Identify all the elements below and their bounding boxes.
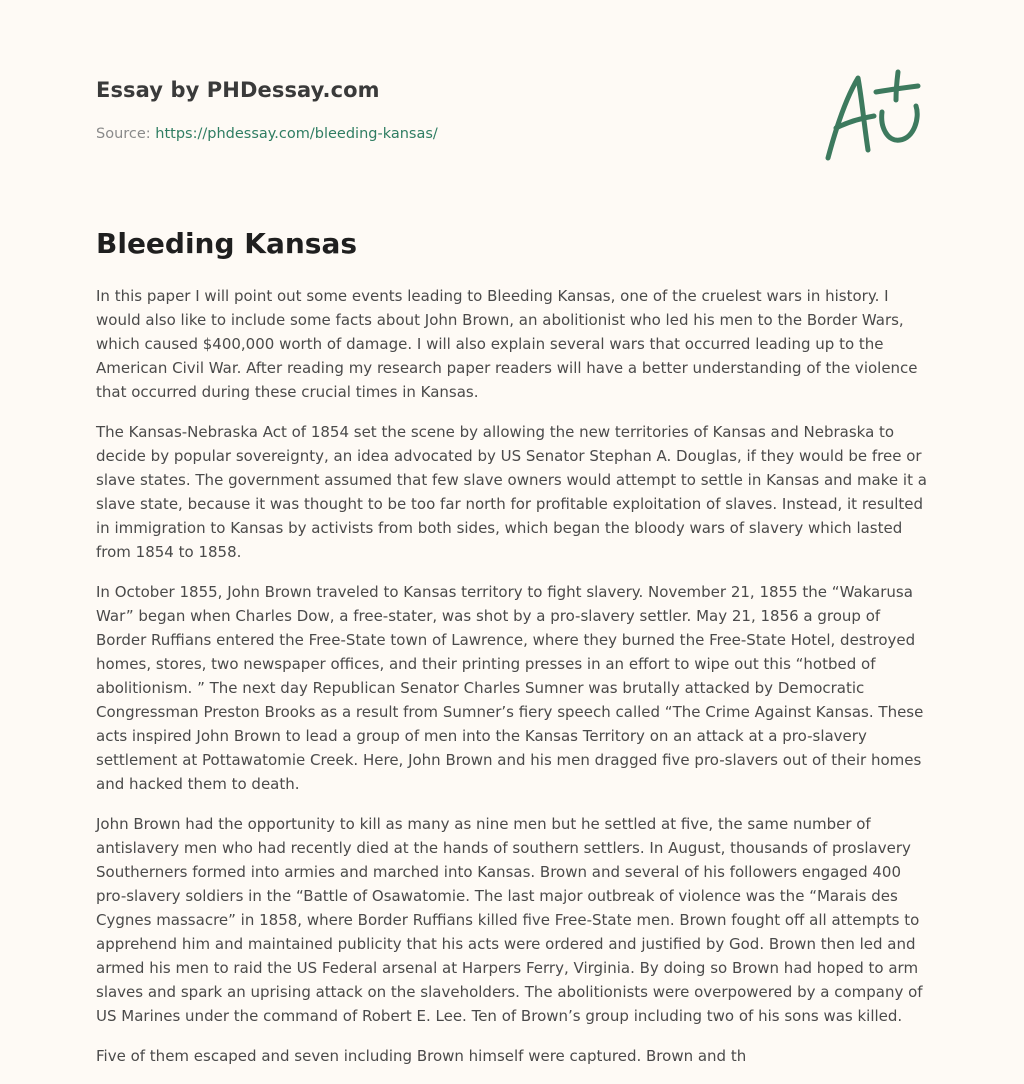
- source-line: [96, 124, 776, 144]
- article-paragraph: Five of them escaped and seven including Brown himself were captured. Brown and th: [96, 1047, 747, 1065]
- site-brand: Essay by PHDessay.com: [96, 78, 380, 102]
- article-paragraph: In this paper I will point out some events leading to Bleeding Kansas, one of the cruelest wars in history. I would also like to include some facts about John Brown, an abolitionist who led his men to the Border Wars, which caused $400,000 worth of damage. I will also explain several wars that occurred leading up to the American Civil War. After reading my research paper readers will have a better understanding of the violence that occurred during these crucial times in Kansas.: [96, 287, 918, 401]
- article-title: Bleeding Kansas: [96, 227, 358, 260]
- a-plus-logo-icon: [818, 66, 930, 166]
- source-label: Source:: [96, 126, 156, 142]
- page-header: [96, 76, 776, 144]
- article-paragraph: In October 1855, John Brown traveled to Kansas territory to fight slavery. November 21, 1855 the “Wakarusa War” began when Charles Dow, a free-stater, was shot by a pro-slavery settler. May 21, 1856 a group of Border Ruffians entered the Free-State town of Lawrence, where they burned the Free-State Hotel, destroyed homes, stores, two newspaper offices, and their printing presses in an effort to wipe out this “hotbed of abolitionism. ” The next day Republican Senator Charles Sumner was brutally attacked by Democratic Congressman Preston Brooks as a result from Sumner’s fiery speech called “The Crime Against Kansas. These acts inspired John Brown to lead a group of men into the Kansas Territory on an attack at a pro-slavery settlement at Pottawatomie Creek. Here, John Brown and his men dragged five pro-slavers out of their homes and hacked them to death.: [96, 583, 924, 793]
- article-paragraph: The Kansas-Nebraska Act of 1854 set the scene by allowing the new territories of Kansas and Nebraska to decide by popular sovereignty, an idea advocated by US Senator Stephan A. Douglas, if they would be free or slave states. The government assumed that few slave owners would attempt to settle in Kansas and make it a slave state, because it was thought to be too far north for profitable exploitation of slaves. Instead, it resulted in immigration to Kansas by activists from both sides, which began the bloody wars of slavery which lasted from 1854 to 1858.: [96, 423, 927, 561]
- source-link[interactable]: https://phdessay.com/bleeding-kansas/: [155, 126, 438, 142]
- a-plus-logo: [818, 66, 930, 166]
- article-body: [96, 284, 934, 1084]
- article-paragraph: John Brown had the opportunity to kill as many as nine men but he settled at five, the same number of antislavery men who had recently died at the hands of southern settlers. In August, thousands of proslavery Southerners formed into armies and marched into Kansas. Brown and several of his followers engaged 400 pro-slavery soldiers in the “Battle of Osawatomie. The last major outbreak of violence was the “Marais des Cygnes massacre” in 1858, where Border Ruffians killed five Free-State men. Brown fought off all attempts to apprehend him and maintained publicity that his acts were ordered and justified by God. Brown then led and armed his men to raid the US Federal arsenal at Harpers Ferry, Virginia. By doing so Brown had hoped to arm slaves and spark an uprising attack on the slaveholders. The abolitionists were overpowered by a company of US Marines under the command of Robert E. Lee. Ten of Brown’s group including two of his sons was killed.: [96, 815, 923, 1025]
